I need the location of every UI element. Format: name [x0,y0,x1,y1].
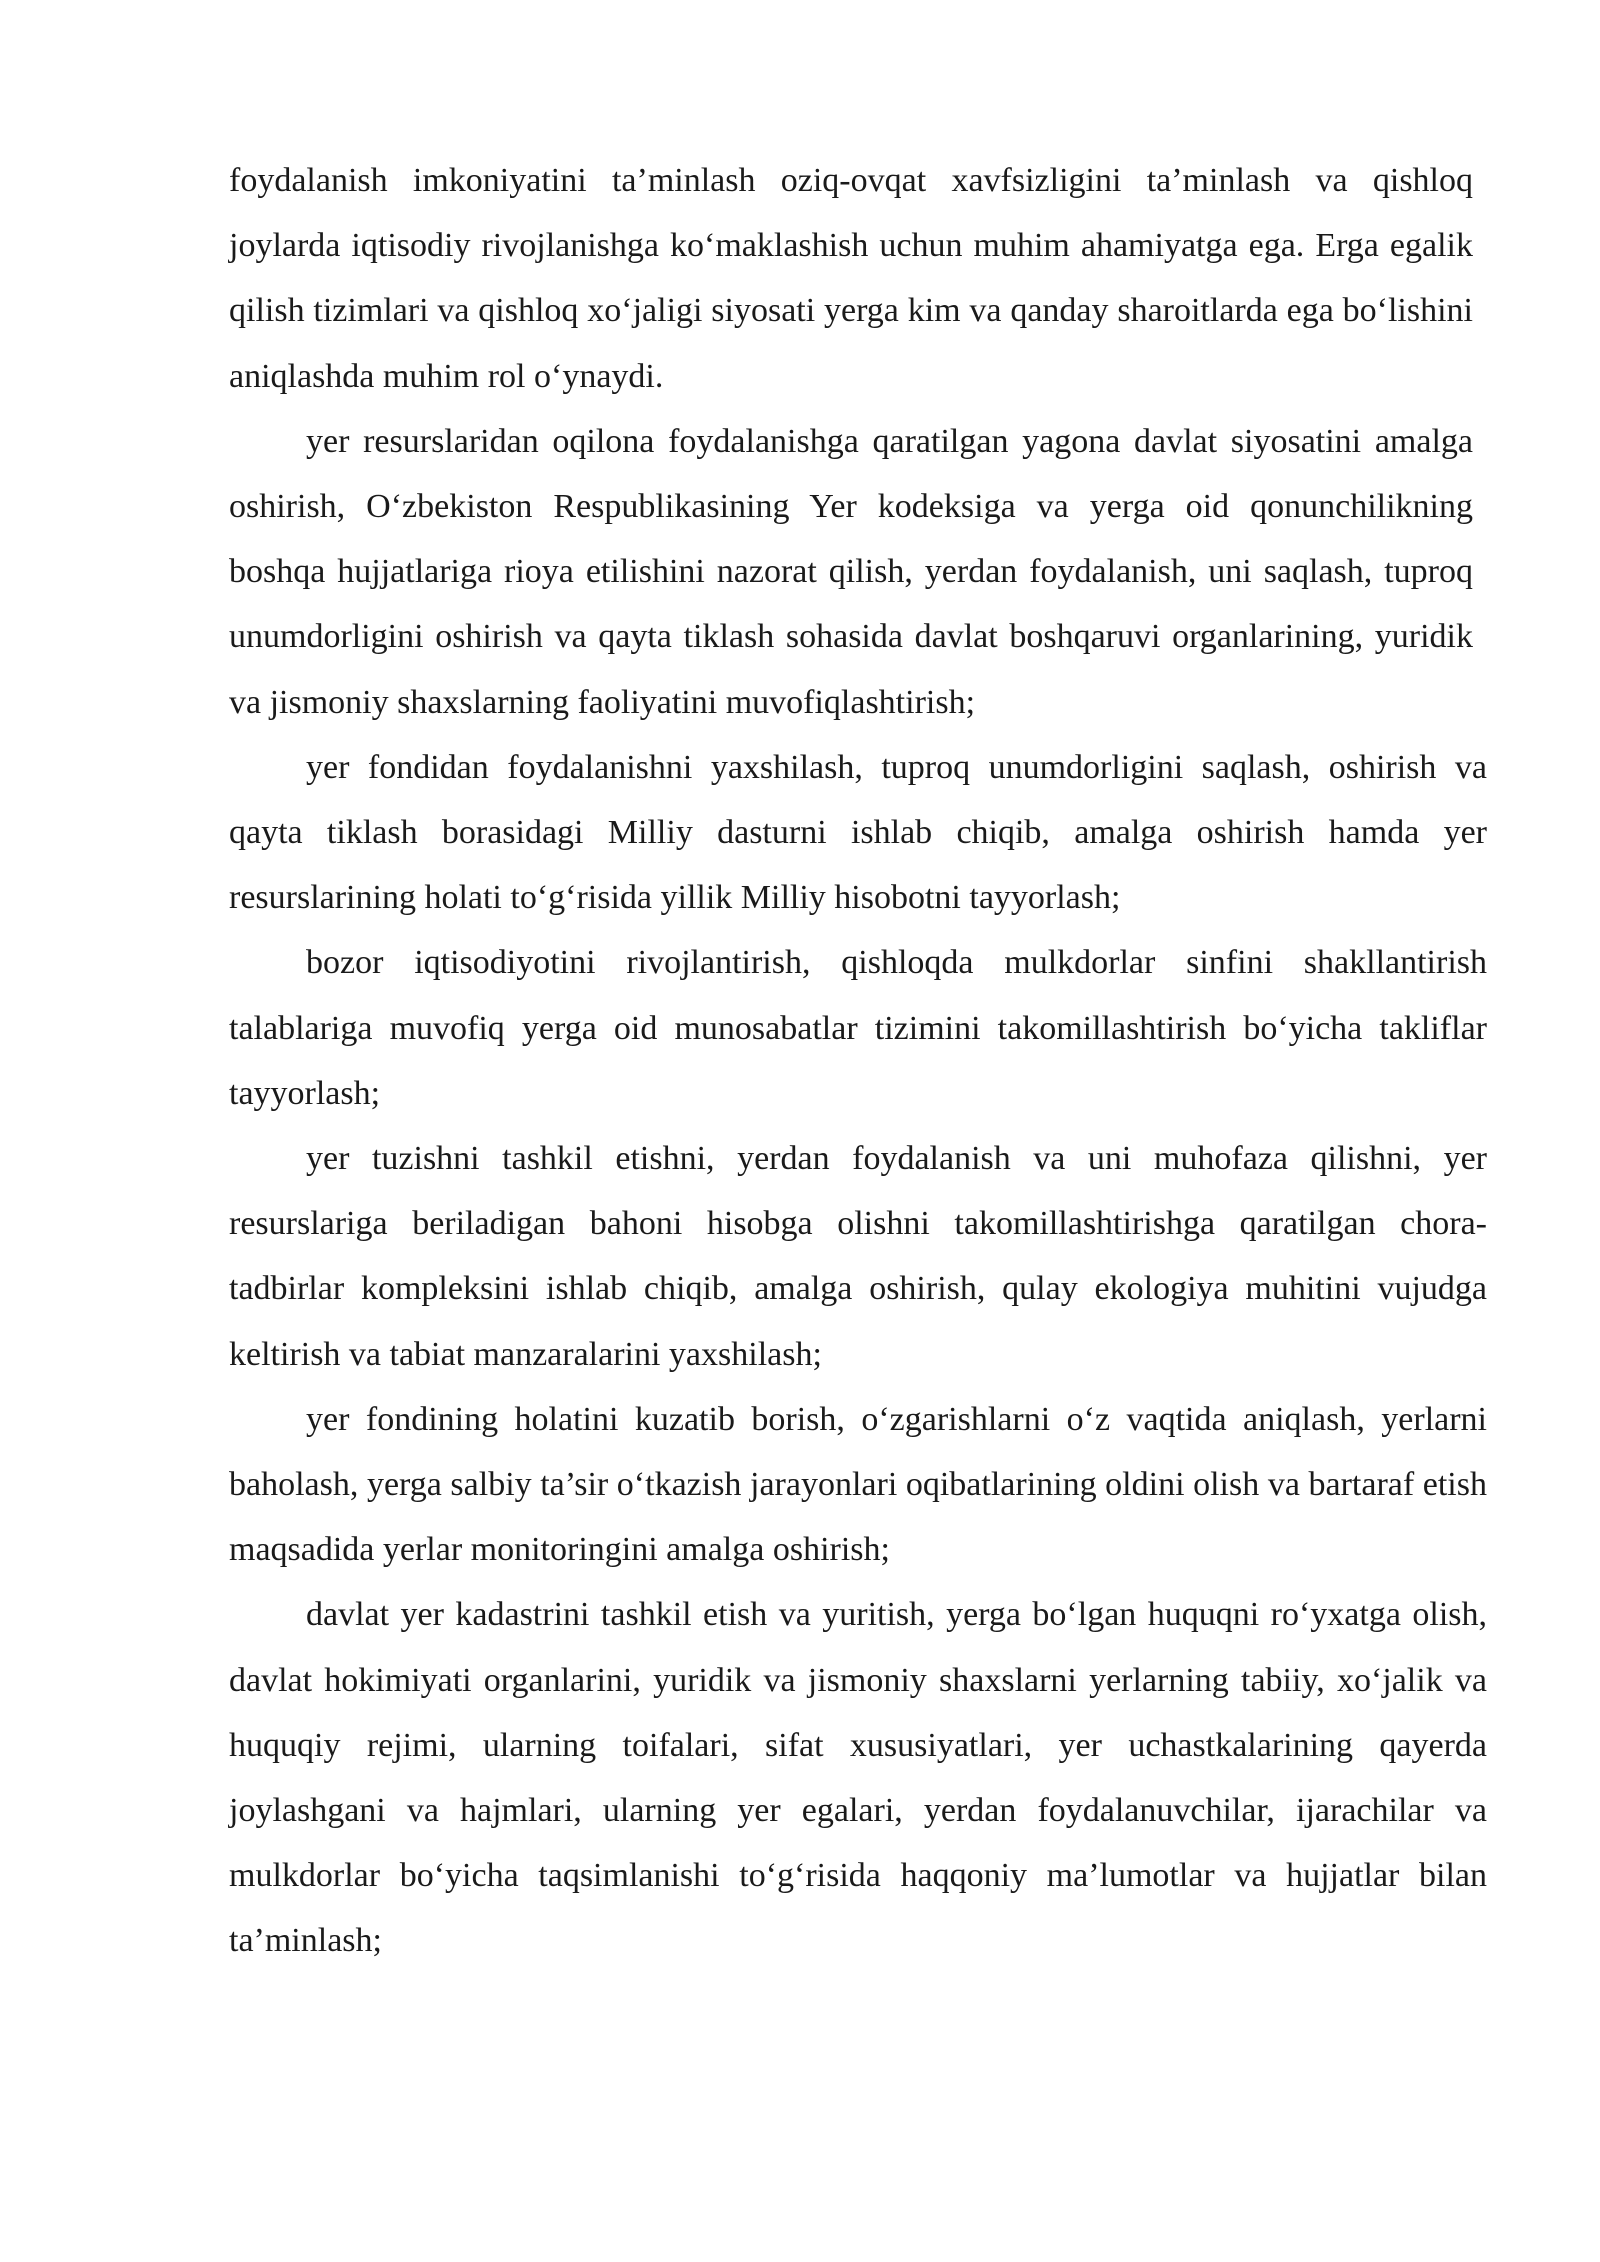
paragraph-continuation: foydalanish imkoniyatini ta’minlash oziq-ovqat xavfsizligini ta’minlash va qishloq joylarda iqtisodiy rivojlanishga ko‘maklashish uchun muhim ahamiyatga ega. Erga egalik qilish tizimlari va qishloq xo‘jaligi siyosati yerga kim va qanday sharoitlarda ega bo‘lishini aniqlashda muhim rol o‘ynaydi. [229,162,1473,395]
paragraph-national-program: yer fondidan foydalanishni yaxshilash, tuproq unumdorligini saqlash, oshirish va qayta tiklash borasidagi Milliy dasturni ishlab chiqib, amalga oshirish hamda yer resurslarining holati to‘g‘risida yillik Milliy hisobotni tayyorlash; [229,748,1487,917]
paragraph-land-policy: yer resurslaridan oqilona foydalanishga qaratilgan yagona davlat siyosatini amalga oshirish, O‘zbekiston Respublikasining Yer kodeksiga va yerga oid qonunchilikning boshqa hujjatlariga rioya etilishini nazorat qilish, yerdan foydalanish, uni saqlash, tuproq unumdorligini oshirish va qayta tiklash sohasida davlat boshqaruvi organlarining, yuridik va jismoniy shaxslarning faoliyatini muvofiqlashtirish; [229,422,1473,721]
paragraph-market-economy: bozor iqtisodiyotini rivojlantirish, qishloqda mulkdorlar sinfini shakllantirish talablariga muvofiq yerga oid munosabatlar tizimini takomillashtirish bo‘yicha takliflar tayyorlash; [229,944,1487,1112]
document-body [229,148,1487,1974]
paragraph-land-management: yer tuzishni tashkil etishni, yerdan foydalanish va uni muhofaza qilishni, yer resurslariga beriladigan bahoni hisobga olishni takomillashtirishga qaratilgan chora-tadbirlar kompleksini ishlab chiqib, amalga oshirish, qulay ekologiya muhitini vujudga keltirish va tabiat manzaralarini yaxshilash; [229,1140,1487,1373]
paragraph-land-monitoring: yer fondining holatini kuzatib borish, o‘zgarishlarni o‘z vaqtida aniqlash, yerlarni baholash, yerga salbiy ta’sir o‘tkazish jarayonlari oqibatlarining oldini olish va bartaraf etish maqsadida yerlar monitoringini amalga oshirish; [229,1400,1487,1569]
paragraph-land-cadastre: davlat yer kadastrini tashkil etish va yuritish, yerga bo‘lgan huquqni ro‘yxatga olish, davlat hokimiyati organlarini, yuridik va jismoniy shaxslarni yerlarning tabiiy, xo‘jalik va huquqiy rejimi, ularning toifalari, sifat xususiyatlari, yer uchastkalarining qayerda joylashgani va hajmlari, ularning yer egalari, yerdan foydalanuvchilar, ijarachilar va mulkdorlar bo‘yicha taqsimlanishi to‘g‘risida haqqoniy ma’lumotlar va hujjatlar bilan ta’minlash; [229,1596,1487,1960]
